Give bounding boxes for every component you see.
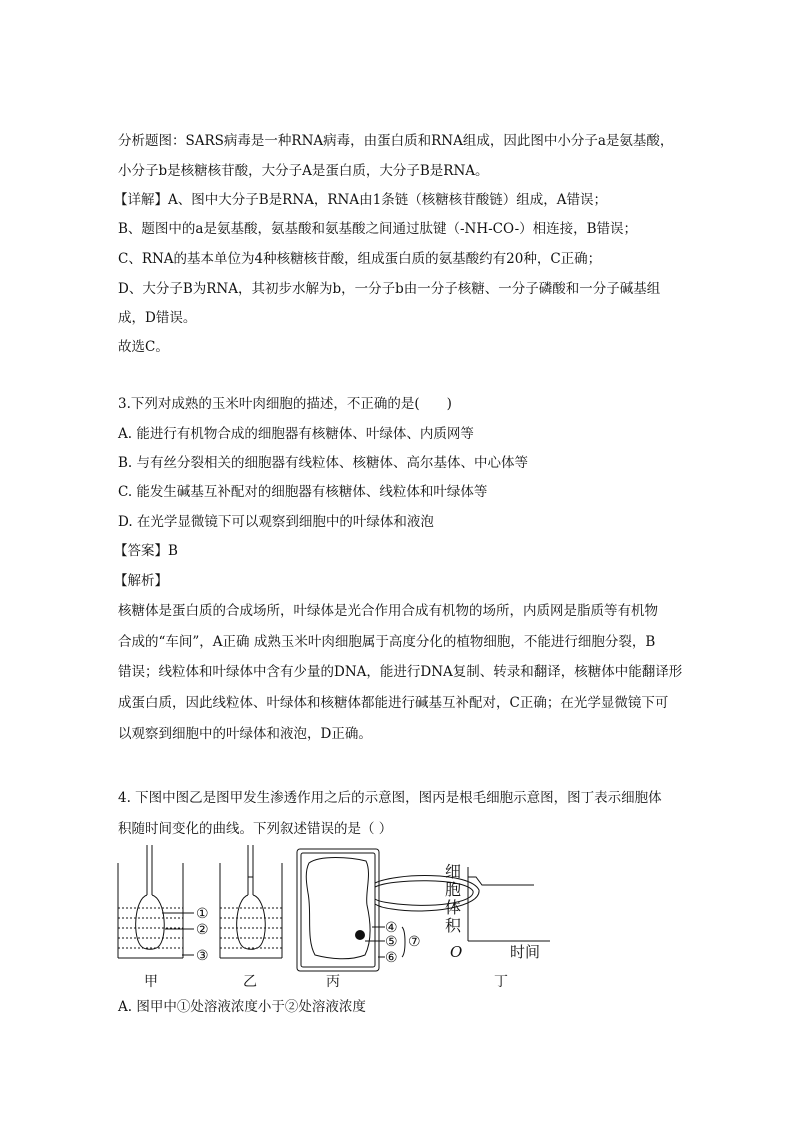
text-line: 错误；线粒体和叶绿体中含有少量的DNA，能进行DNA复制、转录和翻译，核糖体中能翻译形 [118, 664, 683, 680]
beaker-yi [220, 845, 282, 958]
y-axis-char-2: 胞 [445, 880, 462, 899]
nucleus [355, 930, 365, 940]
graph-ding [468, 867, 550, 941]
text-line: B、题图中的a是氨基酸，氨基酸和氨基酸之间通过肽键（-NH-CO-）相连接，B错误； [118, 221, 638, 237]
label-yi: 乙 [243, 974, 257, 990]
osmosis-figure [110, 843, 560, 993]
label-jia: 甲 [144, 974, 158, 990]
text-line: 合成的“车间”，A正确 成熟玉米叶肉细胞属于高度分化的植物细胞，不能进行细胞分裂，B [118, 634, 656, 650]
marker-5: ⑤ [385, 934, 398, 950]
y-axis-char-3: 体 [445, 898, 462, 917]
question-3-stem: 3.下列对成熟的玉米叶肉细胞的描述，不正确的是( ) [118, 396, 452, 412]
text-line: 核糖体是蛋白质的合成场所，叶绿体是光合作用合成有机物的场所，内质网是脂质等有机物 [118, 603, 658, 619]
y-axis-char-4: 积 [445, 916, 462, 935]
analysis-label: 【解析】 [114, 573, 168, 589]
label-bing: 丙 [326, 974, 340, 990]
marker-2: ② [196, 922, 209, 938]
text-line: 小分子b是核糖核苷酸，大分子A是蛋白质，大分子B是RNA。 [118, 163, 489, 179]
text-line: 以观察到细胞中的叶绿体和液泡，D正确。 [118, 726, 372, 742]
marker-3: ③ [196, 948, 209, 964]
text-line: C、RNA的基本单位为4种核糖核苷酸，组成蛋白质的氨基酸约有20种，C正确； [118, 251, 602, 267]
graph-origin: O [450, 943, 463, 961]
beaker-jia [118, 845, 194, 958]
text-line: 故选C。 [118, 339, 169, 355]
answer-label: 【答案】B [114, 543, 178, 559]
text-line: D、大分子B为RNA，其初步水解为b，一分子b由一分子核糖、一分子磷酸和一分子碱基组 [118, 281, 661, 297]
option-c: C. 能发生碱基互补配对的细胞器有核糖体、线粒体和叶绿体等 [118, 484, 488, 500]
marker-6: ⑥ [385, 950, 398, 966]
option-b: B. 与有丝分裂相关的细胞器有线粒体、核糖体、高尔基体、中心体等 [118, 455, 529, 471]
marker-1: ① [196, 906, 209, 922]
option-d: D. 在光学显微镜下可以观察到细胞中的叶绿体和液泡 [118, 514, 434, 530]
marker-4: ④ [385, 920, 398, 936]
y-axis-char-1: 细 [445, 862, 462, 881]
text-line: 成，D错误。 [118, 310, 197, 326]
label-ding: 丁 [494, 974, 508, 990]
text-line: 分析题图：SARS病毒是一种RNA病毒，由蛋白质和RNA组成，因此图中小分子a是氨基酸， [118, 133, 674, 149]
marker-7: ⑦ [408, 934, 421, 950]
text-line: 积随时间变化的曲线。下列叙述错误的是（ ） [118, 821, 393, 837]
option-a: A. 能进行有机物合成的细胞器有核糖体、叶绿体、内质网等 [118, 426, 474, 442]
question-4-stem: 4. 下图中图乙是图甲发生渗透作用之后的示意图，图丙是根毛细胞示意图，图丁表示细胞体 [118, 790, 662, 806]
x-axis-label: 时间 [510, 943, 541, 961]
text-line: 【详解】A、图中大分子B是RNA，RNA由1条链（核糖核苷酸链）组成，A错误； [114, 192, 607, 208]
option-a-q4: A. 图甲中①处溶液浓度小于②处溶液浓度 [118, 999, 366, 1015]
text-line: 成蛋白质，因此线粒体、叶绿体和核糖体都能进行碱基互补配对，C正确；在光学显微镜下可 [118, 695, 669, 711]
